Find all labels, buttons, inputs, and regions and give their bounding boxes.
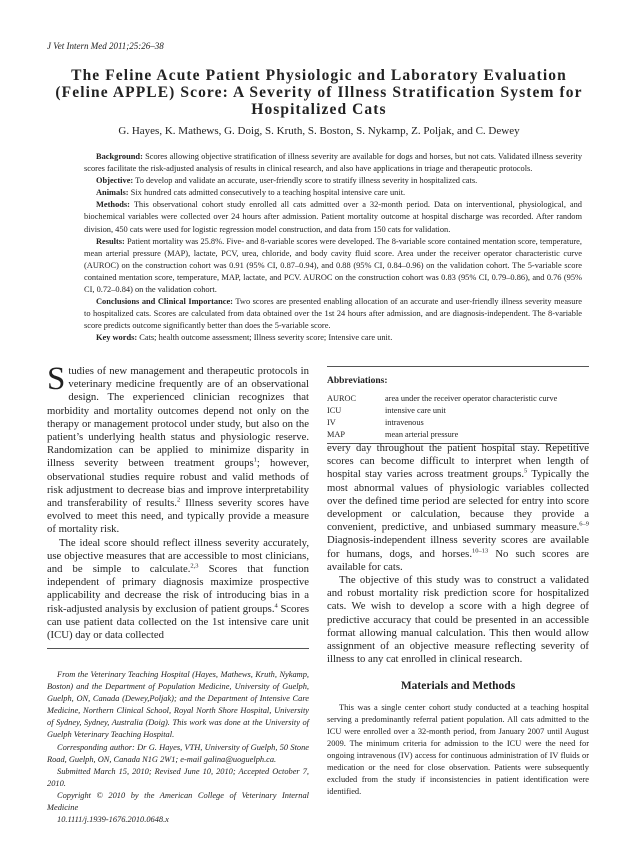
right-column xyxy=(327,442,589,798)
abstract-text: To develop and validate an accurate, user-friendly score to stratify illness severity in hospitalized cats. xyxy=(135,176,478,186)
abbreviation-term: IV xyxy=(327,418,336,427)
abstract-label: Conclusions and Clinical Importance: xyxy=(96,297,233,307)
abbreviation-row xyxy=(327,417,589,429)
objective-paragraph: The objective of this study was to construct a validated and robust mortality risk prediction score for hospitalized cats. We wish to develop a score with a high degree of predictive accuracy that could be presented in an accessible format allowing manual calculation. This then would allow assignment of an objective measure reflecting severity of illness to any cat enrolled in clinical research. xyxy=(327,574,589,666)
abstract-keywords xyxy=(84,332,582,344)
abstract-text: Patient mortality was 25.8%. Five- and 8-variable scores were developed. The 8-variable score contained mentation score, temperature, mean arterial pressure (MAP), lactate, PCV, urea, chloride, and body cavity fluid score. Area under the receiver operator characteristic curve (AUROC) on the construction cohort was 0.91 (95% CI, 0.87–0.94), and 0.88 (95% CI, 0.84–0.96) on the validation cohort. The 5-variable score contained mentation score, temperature, MAP, lactate, and PCV. AUROC on the construction cohort was 0.83 (95% CI, 0.79–0.86), and 0.76 (95% CI, 0.72–0.84) on the validation cohort. xyxy=(84,236,582,295)
body-text: every day throughout the patient hospital stay. Repetitive scores can become difficult to interpret when length of hospital stay varies across treatment groups. xyxy=(327,442,589,481)
abbreviation-term: ICU xyxy=(327,406,342,415)
citation: 10–13 xyxy=(472,547,489,555)
abstract-conclusions xyxy=(84,296,582,332)
abstract-label: Objective: xyxy=(96,176,134,186)
body-text: Typically the most abnormal values of physiologic variables collected over the defined time period are selected for entry into score development or calculation, because they provide a convenient, predictive, and unbiased summary measure. xyxy=(327,468,589,534)
abbreviations-box xyxy=(327,366,589,444)
abstract-animals xyxy=(84,187,582,199)
abstract-results xyxy=(84,236,582,296)
citation: 5 xyxy=(524,467,528,475)
abstract-label: Animals: xyxy=(96,188,129,198)
abbreviation-row xyxy=(327,393,589,405)
citation: 6–9 xyxy=(579,520,589,528)
body-text: ; however, observational studies require robust and valid methods of risk adjustment to decrease bias and improve interpretability and transferability of results. xyxy=(47,457,309,510)
citation: 4 xyxy=(274,602,278,610)
abstract-text: This observational cohort study enrolled all cats admitted over a 32-month period. Data on interventional, physiological, and biochemical variables were collected over 24 hours after admission. Patient mortality outcome at hospital discharge was recorded. After random division, 450 cats were used for logistic regression model construction, and data from 150 cats for validation. xyxy=(84,200,582,234)
abstract-background xyxy=(84,151,582,175)
submission-dates: Submitted March 15, 2010; Revised June 10, 2010; Accepted October 7, 2010. xyxy=(47,766,309,788)
abbreviations-title: Abbreviations: xyxy=(327,376,388,386)
abstract-text: Two scores are presented enabling allocation of an accurate and user-friendly illness severity measure to hospitalized cats. Scores are calculated from data obtained over the 1st 24 hours after admission, and are diagnosis-independent. The 8-variable score predicts outcome significantly better than does the 5-variable score. xyxy=(84,297,582,331)
abstract-label: Methods: xyxy=(96,200,130,210)
citation: 2 xyxy=(176,496,181,504)
intro-paragraph-1 xyxy=(47,361,309,537)
abstract-methods xyxy=(84,199,582,235)
footnotes xyxy=(47,648,309,826)
abstract-label: Background: xyxy=(96,152,143,161)
abstract-objective xyxy=(84,175,582,187)
abbreviation-row xyxy=(327,405,589,417)
body-text: Diagnosis-independent illness severity scores are available for humans, dogs, and horses. xyxy=(327,534,589,560)
body-text: tudies of new management and therapeutic protocols in veterinary medicine frequently are of an observational design. The experienced clinician recognizes that morbidity and mortality outcomes depend not only on the therapy or management protocol under study, but also on the patient’s underlying health status and physiologic reserve. Randomization can be applied to minimize disparity in illness severity between treatment groups xyxy=(47,365,309,470)
body-text: The ideal score should reflect illness severity accurately, use objective measures that are accessible to most clinicians, and be simple to calculate. xyxy=(47,536,309,576)
doi: 10.1111/j.1939-1676.2010.0648.x xyxy=(57,815,169,825)
abstract-text: Cats; health outcome assessment; Illness severity score; Intensive care unit. xyxy=(139,333,393,343)
corresponding-author-note: Corresponding author: Dr G. Hayes, VTH, University of Guelph, 50 Stone Road, Guelph, ON, Canada N1G 2W1; e-mail galina@uoguelph.ca. xyxy=(47,742,309,764)
journal-reference: J Vet Intern Med 2011;25:26–38 xyxy=(47,41,164,51)
affiliation-note: From the Veterinary Teaching Hospital (Hayes, Mathews, Kruth, Nykamp, Boston) and the Department of Population Medicine, University of Guelph, Guelph, ON, Canada (Dewey,Poljak); and the Department of Intensive Care Medicine, Northern Clinical School, Royal North Shore Hospital, University of Sydney, Sydney, Australia (Doig). This work was done at the University of Guelph Veterinary Teaching Hospital. xyxy=(47,670,309,740)
citation: 2,3 xyxy=(190,562,199,570)
methods-paragraph: This was a single center cohort study conducted at a teaching hospital serving a predominantly referral patient population. All cats admitted to the ICU were enrolled over a 32-month period, from January 2007 until August 2009. The minimum criteria for admission to the ICU were the need for ongoing intravenous (IV) access for continuous administration of IV fluids or medication or the need for close observation. Patients were subsequently excluded from the study if inconsistencies in patient identification were identified. xyxy=(327,702,589,797)
body-text: Scores that function independent of primary diagnosis maximize prospective applicability and decrease the risk of introducing bias in a risk-adjusted analysis by exclusion of patient groups. xyxy=(47,563,309,615)
body-text: Scores can use patient data collected on the 1st intensive care unit (ICU) day or data collected xyxy=(47,602,309,642)
abbreviation-term: MAP xyxy=(327,430,345,439)
intro-paragraph-continued xyxy=(327,442,589,574)
abbreviation-definition: intensive care unit xyxy=(385,406,446,415)
author-list: G. Hayes, K. Mathews, G. Doig, S. Kruth, S. Boston, S. Nykamp, Z. Poljak, and C. Dewey xyxy=(118,125,520,137)
abstract-text: Six hundred cats admitted consecutively to a teaching hospital intensive care unit. xyxy=(130,188,406,198)
body-text: No such scores are available for cats. xyxy=(327,547,589,573)
body-text: Illness severity scores have evolved to meet this need, and typically provide a measure of mortality risk. xyxy=(47,497,309,536)
abstract-label: Key words: xyxy=(96,333,138,343)
abbreviation-term: AUROC xyxy=(327,394,357,403)
copyright-note: Copyright © 2010 by the American College of Veterinary Internal Medicine xyxy=(47,790,309,813)
abbreviation-row xyxy=(327,429,589,441)
abstract-text: Scores allowing objective stratification of illness severity are available for dogs and horses, but not cats. Validated illness severity scores facilitate the risk-adjusted analysis of results in clinical research, and also have applications in triage and therapeutic protocols. xyxy=(84,152,583,174)
citation: 1 xyxy=(253,456,257,464)
paper-title: The Feline Acute Patient Physiologic and Laboratory Evaluation (Feline APPLE) Score: A Severity of Illness Stratification System for Hospitalized Cats xyxy=(55,67,583,118)
abstract-label: Results: xyxy=(96,236,125,246)
left-column xyxy=(47,361,309,642)
abstract xyxy=(84,151,582,345)
abbreviation-definition: mean arterial pressure xyxy=(385,430,459,439)
abbreviation-definition: intravenous xyxy=(385,418,424,427)
abbreviation-definition: area under the receiver operator characteristic curve xyxy=(385,394,558,403)
drop-cap: S xyxy=(47,361,66,397)
intro-paragraph-2 xyxy=(47,537,309,643)
section-heading: Materials and Methods xyxy=(400,680,516,693)
